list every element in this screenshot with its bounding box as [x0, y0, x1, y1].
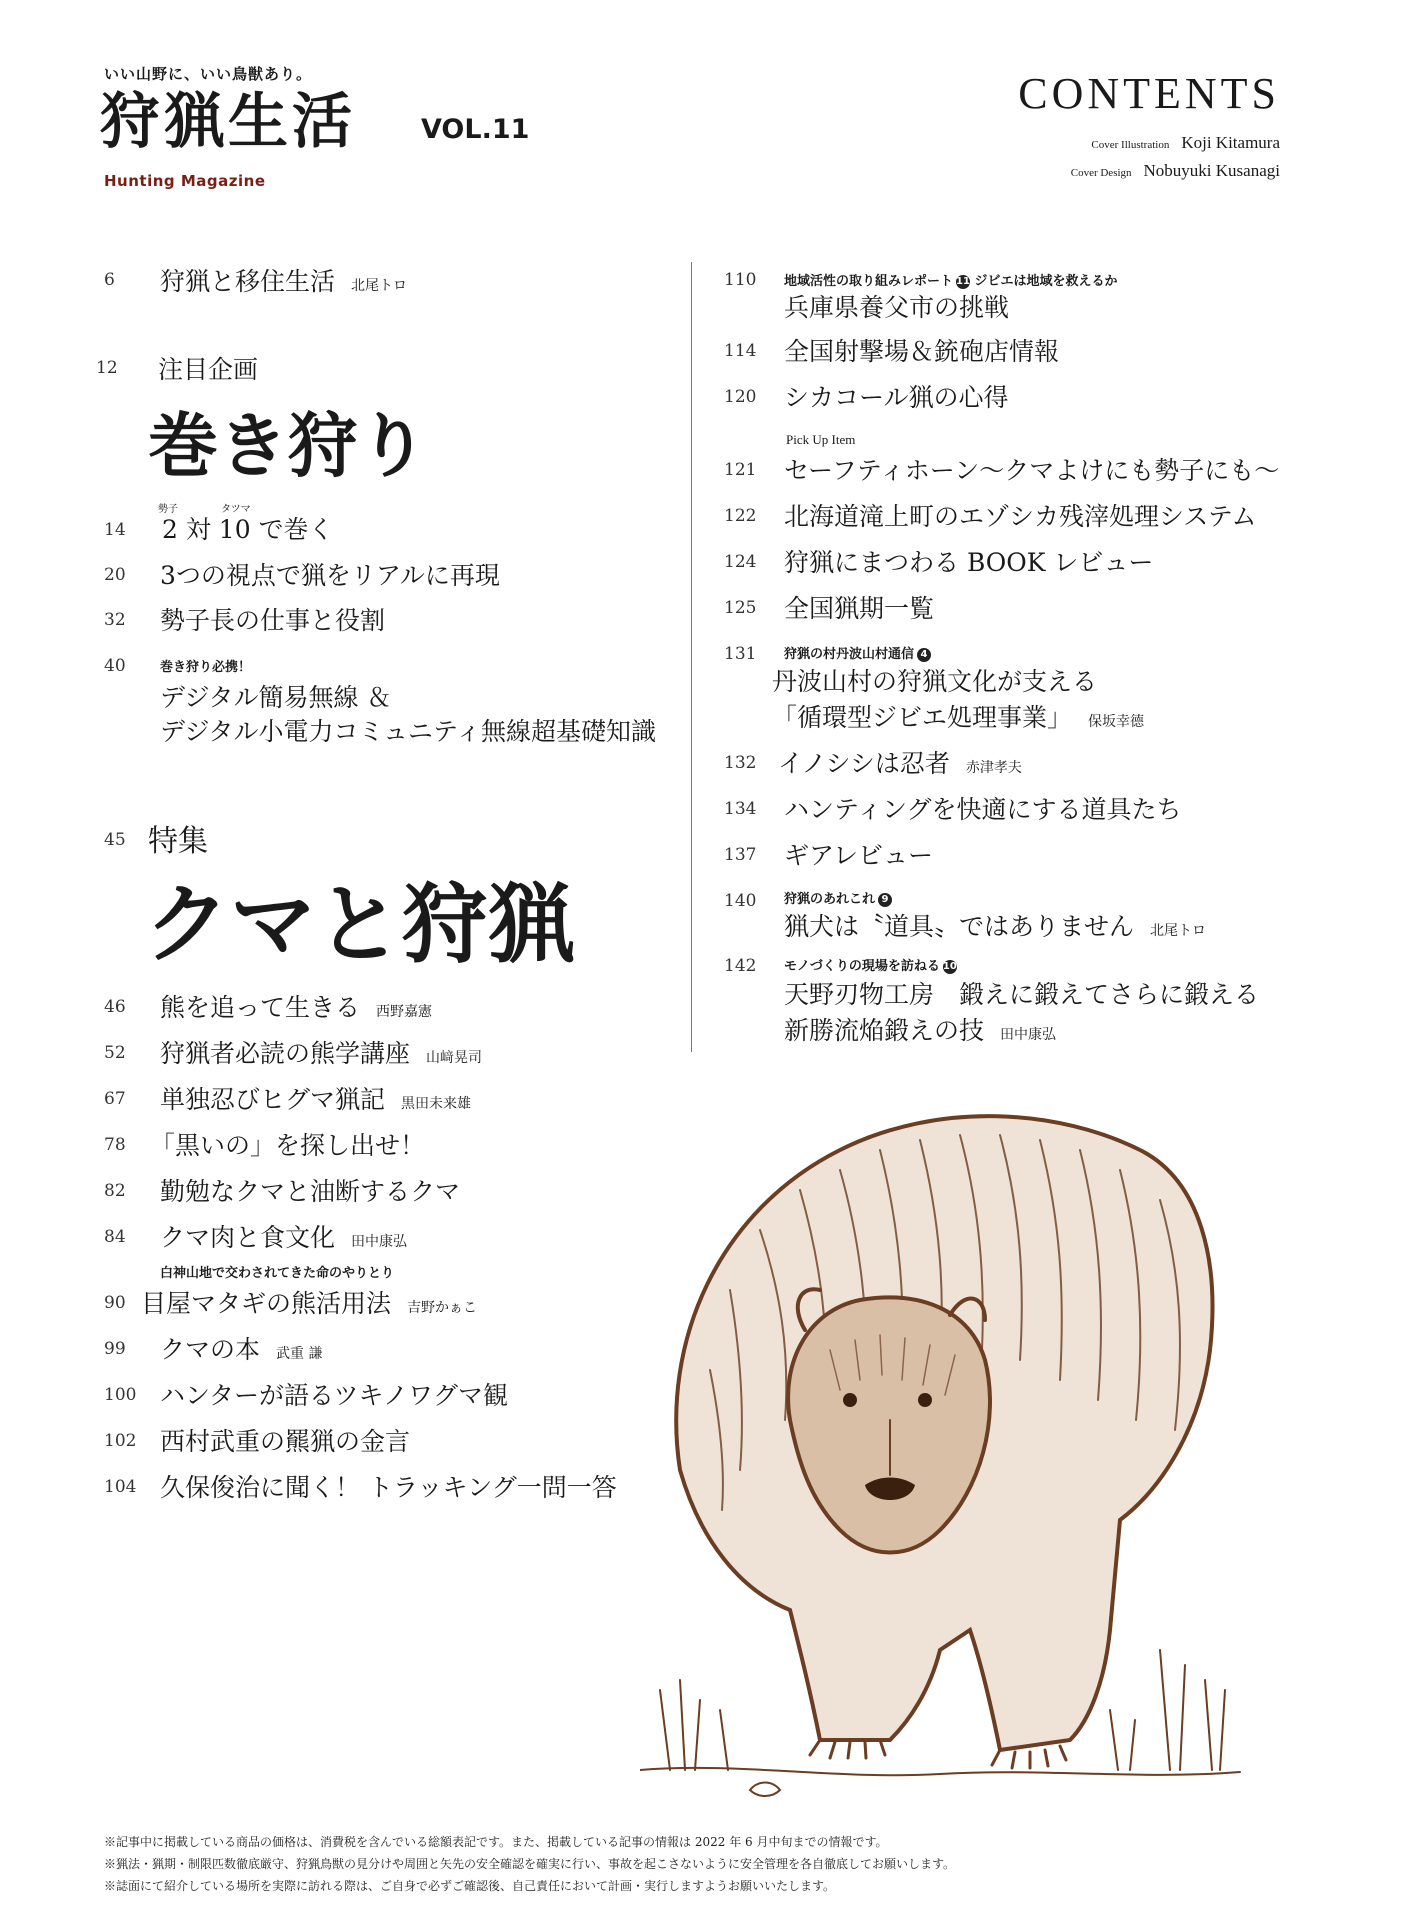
entry-title[interactable]: 勤勉なクマと油断するクマ — [160, 1177, 461, 1206]
tagline: いい山野に、いい鳥獣あり。 — [104, 65, 313, 83]
entry-kicker — [784, 888, 892, 907]
entry-author: 田中康弘 — [351, 1234, 408, 1250]
credit-illustration — [1091, 133, 1280, 153]
page-number: 104 — [104, 1477, 137, 1497]
entry-title[interactable]: 狩猟にまつわる BOOK レビュー — [784, 548, 1154, 577]
entry-title: 新勝流焔鍛えの技 — [784, 1016, 985, 1045]
feature-headline[interactable]: 巻き狩り — [148, 404, 428, 487]
page-number: 67 — [104, 1089, 126, 1109]
page-number: 137 — [724, 845, 757, 865]
page-number: 132 — [724, 753, 757, 773]
entry-author: 保坂幸德 — [1088, 714, 1145, 730]
entry-title[interactable]: デジタル簡易無線 ＆ — [160, 683, 392, 712]
page-number: 140 — [724, 891, 757, 911]
page-number: 40 — [104, 656, 126, 676]
entry-kicker: 巻き狩り必携！ — [160, 660, 252, 675]
entry-title[interactable]: セーフティホーン〜クマよけにも勢子にも〜 — [784, 456, 1280, 485]
entry-author: 西野嘉憲 — [376, 1004, 433, 1020]
entry-title: クマ肉と食文化 — [160, 1223, 336, 1252]
entry-author: 北尾トロ — [1150, 923, 1207, 939]
credit-name: Koji Kitamura — [1181, 133, 1280, 152]
toc-entry[interactable] — [778, 744, 1022, 780]
page-number: 120 — [724, 387, 757, 407]
page-number: 52 — [104, 1043, 126, 1063]
kicker-text: 狩猟のあれこれ — [784, 892, 876, 907]
entry-author: 北尾トロ — [351, 278, 408, 294]
page-number: 90 — [104, 1293, 126, 1313]
page-number: 46 — [104, 997, 126, 1017]
series-number-badge: 11 — [956, 275, 970, 287]
page-number: 84 — [104, 1227, 126, 1247]
kicker-text: モノづくりの現場を訪ねる — [784, 959, 940, 974]
entry-author: 武重 謙 — [276, 1346, 323, 1362]
column-divider — [691, 262, 692, 1052]
entry-title: 熊を追って生きる — [160, 993, 361, 1022]
entry-title[interactable]: 久保俊治に聞く！ トラッキング一問一答 — [160, 1473, 617, 1502]
entry-title[interactable]: 西村武重の羆猟の金言 — [160, 1427, 411, 1456]
kicker-text: 狩猟の村丹波山村通信 — [784, 647, 915, 662]
contents-heading: CONTENTS — [1018, 69, 1280, 118]
entry-author: 吉野かぁこ — [407, 1300, 478, 1316]
section-label: 特集 — [148, 824, 208, 859]
entry-title: 狩猟者必読の熊学講座 — [160, 1039, 411, 1068]
entry-title[interactable]: ギアレビュー — [784, 841, 934, 870]
page-number: 114 — [724, 341, 757, 361]
entry-title: 「循環型ジビエ処理事業」 — [772, 703, 1073, 732]
entry-title: クマの本 — [160, 1335, 261, 1364]
toc-entry[interactable] — [160, 1034, 482, 1070]
entry-author: 田中康弘 — [1000, 1027, 1057, 1043]
toc-entry[interactable] — [160, 262, 407, 298]
page-number: 20 — [104, 565, 126, 585]
toc-entry[interactable] — [160, 1218, 407, 1254]
page-number: 82 — [104, 1181, 126, 1201]
toc-entry[interactable] — [160, 1330, 322, 1366]
entry-title: 目屋マタギの熊活用法 — [141, 1289, 392, 1318]
entry-title[interactable]: デジタル小電力コミュニティ無線超基礎知識 — [160, 717, 657, 746]
entry-title[interactable]: 兵庫県養父市の挑戦 — [784, 293, 1010, 322]
page-number: 142 — [724, 956, 757, 976]
toc-entry[interactable] — [784, 907, 1206, 943]
entry-title[interactable]: 全国射撃場＆銃砲店情報 — [784, 337, 1060, 366]
toc-entry[interactable] — [141, 1284, 477, 1320]
section-label: 注目企画 — [158, 355, 259, 384]
kicker-text: 地域活性の取り組みレポート — [784, 274, 954, 289]
volume-number: VOL.11 — [421, 114, 530, 145]
entry-title[interactable]: ハンティングを快適にする道具たち — [784, 795, 1182, 824]
entry-title[interactable]: 2 対 10 で巻く — [162, 515, 334, 544]
feature-headline[interactable]: クマと狩猟 — [144, 874, 574, 975]
credit-design — [1071, 161, 1280, 181]
page-number: 124 — [724, 552, 757, 572]
page-number: 14 — [104, 520, 126, 540]
page-number: 12 — [96, 358, 118, 378]
entry-title[interactable]: シカコール猟の心得 — [784, 383, 1009, 412]
kicker-text: ジビエは地域を救えるか — [974, 274, 1118, 289]
footer-note: ※誌面にて紹介している場所を実際に訪れる際は、ご自身で必ずご確認後、自己責任において計画・実行しますようお願いいたします。 — [104, 1879, 836, 1893]
page-number: 45 — [104, 830, 126, 850]
page-number: 78 — [104, 1135, 126, 1155]
entry-title[interactable]: 北海道滝上町のエゾシカ残滓処理システム — [784, 502, 1257, 531]
entry-title: 狩猟と移住生活 — [160, 267, 336, 296]
entry-title[interactable]: 全国猟期一覧 — [784, 594, 935, 623]
toc-entry[interactable] — [772, 698, 1144, 734]
page-number: 121 — [724, 460, 757, 480]
footer-note: ※記事中に掲載している商品の価格は、消費税を含んでいる総額表記です。また、掲載している記事の情報は 2022 年 6 月中旬までの情報です。 — [104, 1835, 888, 1849]
entry-title[interactable]: ハンターが語るツキノワグマ観 — [160, 1381, 509, 1410]
entry-title: 単独忍びヒグマ猟記 — [160, 1085, 386, 1114]
entry-kicker — [784, 270, 1118, 289]
bear-illustration — [640, 1090, 1260, 1810]
footer-note: ※猟法・猟期・制限匹数徹底厳守、狩猟鳥獣の見分けや周囲と矢先の安全確認を確実に行い、事故を起こさないように安全管理を各自徹底してお願いします。 — [104, 1857, 956, 1871]
credit-name: Nobuyuki Kusanagi — [1143, 161, 1280, 180]
entry-author: 山﨑晃司 — [426, 1050, 483, 1066]
page-number: 134 — [724, 799, 757, 819]
entry-author: 黒田未来雄 — [401, 1096, 472, 1112]
entry-author: 赤津孝夫 — [965, 760, 1022, 776]
entry-title[interactable]: 丹波山村の狩猟文化が支える — [772, 667, 1098, 696]
page-number: 6 — [104, 270, 115, 290]
page-number: 102 — [104, 1431, 137, 1451]
page-number: 32 — [104, 610, 126, 630]
entry-title[interactable]: 勢子長の仕事と役割 — [160, 606, 386, 635]
ruby-annotation: 勢子 — [158, 504, 178, 515]
entry-kicker: Pick Up Item — [786, 432, 856, 447]
page-number: 100 — [104, 1385, 137, 1405]
entry-kicker: 白神山地で交わされてきた命のやりとり — [160, 1266, 395, 1281]
magazine-sublogo: Hunting Magazine — [104, 172, 266, 190]
ruby-annotation: タツマ — [221, 504, 251, 515]
entry-title: 猟犬は〝道具〟ではありません — [784, 912, 1135, 941]
entry-title[interactable]: 天野刃物工房 鍛えに鍛えてさらに鍛える — [784, 980, 1260, 1009]
entry-title[interactable]: 3つの視点で猟をリアルに再現 — [160, 561, 500, 590]
credit-role: Cover Illustration — [1091, 139, 1170, 151]
series-number-badge: 10 — [942, 960, 957, 972]
entry-kicker — [784, 643, 931, 662]
series-number-badge: 4 — [917, 648, 931, 662]
toc-entry[interactable] — [784, 1011, 1056, 1047]
page-number: 110 — [724, 270, 757, 290]
entry-title: イノシシは忍者 — [778, 749, 950, 778]
magazine-logo: 狩猟生活 — [100, 87, 356, 157]
entry-kicker — [784, 955, 957, 974]
page-number: 125 — [724, 598, 757, 618]
toc-entry[interactable] — [160, 1080, 471, 1116]
entry-title[interactable]: 「黒いの」を探し出せ！ — [150, 1131, 426, 1160]
page-number: 122 — [724, 506, 757, 526]
series-number-badge: 9 — [878, 893, 892, 907]
page-number: 131 — [724, 644, 757, 664]
page-number: 99 — [104, 1339, 126, 1359]
credit-role: Cover Design — [1070, 167, 1132, 179]
toc-entry[interactable] — [160, 988, 432, 1024]
